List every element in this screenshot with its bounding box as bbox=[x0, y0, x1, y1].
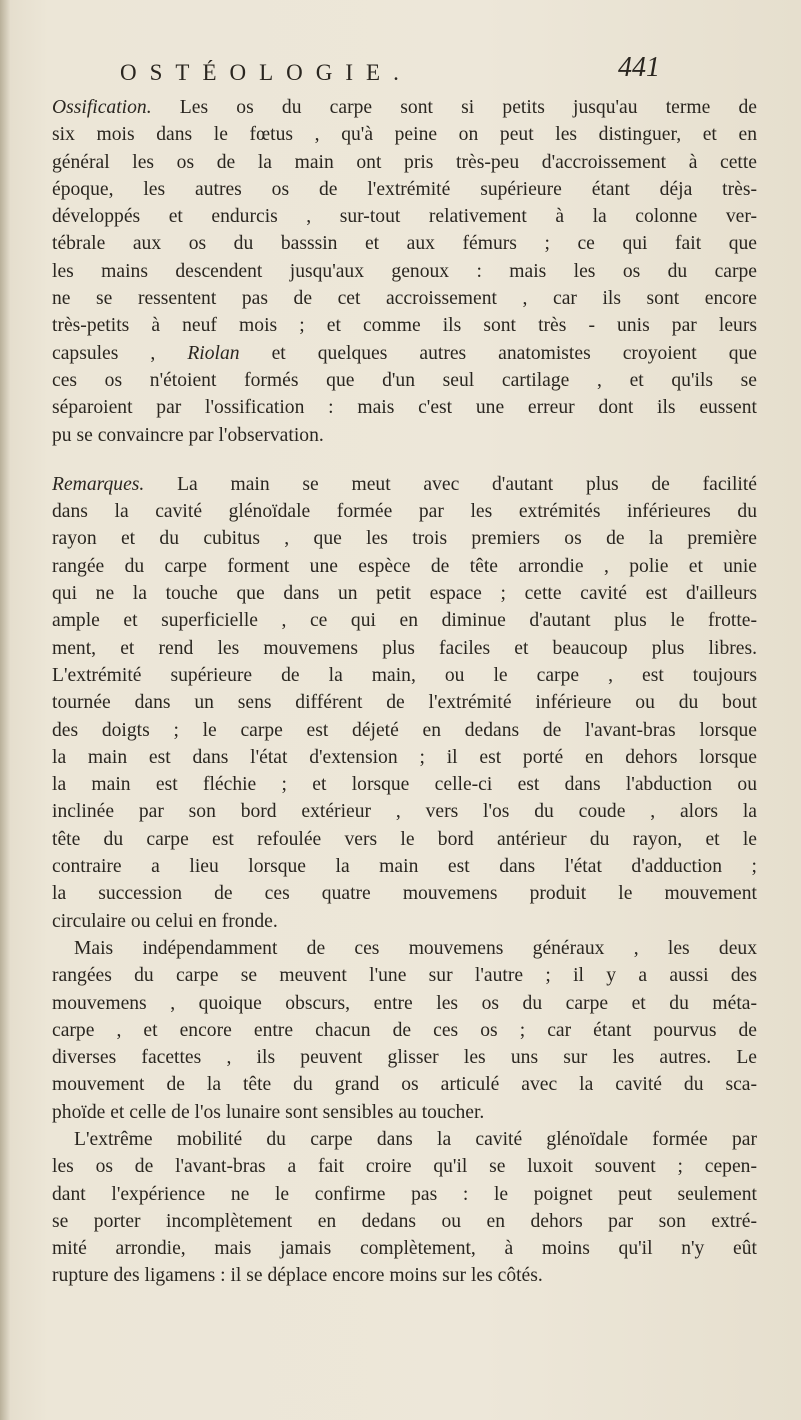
text-line: les mains descendent jusqu'aux genoux : mais les os du carpe bbox=[52, 260, 757, 282]
text-line: tête du carpe est refoulée vers le bord antérieur du rayon, et le bbox=[52, 828, 757, 850]
text-span: Les os du carpe sont si petits jusqu'au terme de bbox=[151, 97, 757, 118]
paragraph-gap bbox=[52, 449, 757, 471]
paragraph-remarques bbox=[52, 471, 757, 935]
text-line: des doigts ; le carpe est déjeté en dedans de l'avant-bras lorsque bbox=[52, 719, 757, 741]
text-line: rupture des ligamens : il se déplace encore moins sur les côtés. bbox=[52, 1265, 543, 1287]
text-line: tournée dans un sens différent de l'extrémité inférieure ou du bout bbox=[52, 692, 757, 714]
text-line bbox=[52, 340, 757, 367]
text-line: ces os n'étoient formés que d'un seul cartilage , et qu'ils se bbox=[52, 369, 757, 391]
page-header bbox=[120, 52, 660, 92]
text-line: mouvement de la tête du grand os articulé avec la cavité du sca- bbox=[52, 1074, 757, 1096]
text-line: phoïde et celle de l'os lunaire sont sensibles au toucher. bbox=[52, 1101, 485, 1123]
text-line: séparoient par l'ossification : mais c'est une erreur dont ils eussent bbox=[52, 397, 757, 419]
text-line: se porter incomplètement en dedans ou en dehors par son extré- bbox=[52, 1210, 757, 1232]
text-line: ample et superficielle , ce qui en diminue d'autant plus le frotte- bbox=[52, 610, 757, 632]
text-line: L'extrême mobilité du carpe dans la cavité glénoïdale formée par bbox=[74, 1128, 757, 1150]
text-line: inclinée par son bord extérieur , vers l'os du coude , alors la bbox=[52, 801, 757, 823]
text-line: la main est fléchie ; et lorsque celle-ci est dans l'abduction ou bbox=[52, 774, 757, 796]
text-line: diverses facettes , ils peuvent glisser les uns sur les autres. Le bbox=[52, 1047, 757, 1069]
text-line: rangée du carpe forment une espèce de tête arrondie , polie et unie bbox=[52, 555, 757, 577]
text-line: pu se convaincre par l'observation. bbox=[52, 424, 324, 446]
paragraph-mouvemens bbox=[52, 935, 757, 1126]
text-line: Mais indépendamment de ces mouvemens généraux , les deux bbox=[74, 937, 757, 959]
text-line: développés et endurcis , sur-tout relativement à la colonne ver- bbox=[52, 206, 757, 228]
paragraph-ossification bbox=[52, 94, 757, 449]
running-title: OSTÉOLOGIE. bbox=[120, 60, 412, 85]
text-line: contraire a lieu lorsque la main est dans l'état d'adduction ; bbox=[52, 856, 757, 878]
text-line bbox=[52, 94, 757, 121]
text-span: et quelques autres anatomistes croyoient que bbox=[239, 342, 757, 364]
text-line: la succession de ces quatre mouvemens produit le mouvement bbox=[52, 883, 757, 905]
text-line: qui ne la touche que dans un petit espace ; cette cavité est d'ailleurs bbox=[52, 583, 757, 605]
text-line: rayon et du cubitus , que les trois premiers os de la première bbox=[52, 528, 757, 550]
text-line: tébrale aux os du basssin et aux fémurs ; ce qui fait que bbox=[52, 233, 757, 255]
text-line: dant l'expérience ne le confirme pas : le poignet peut seulement bbox=[52, 1183, 757, 1205]
text-line: mité arrondie, mais jamais complètement, à moins qu'il n'y eût bbox=[52, 1238, 757, 1260]
text-line: la main est dans l'état d'extension ; il est porté en dehors lorsque bbox=[52, 746, 757, 768]
text-line: ment, et rend les mouvemens plus faciles et beaucoup plus libres. bbox=[52, 637, 757, 659]
text-line: très-petits à neuf mois ; et comme ils sont très - unis par leurs bbox=[52, 315, 757, 337]
text-span: La main se meut avec d'autant plus de facilité bbox=[144, 473, 757, 495]
text-line: mouvemens , quoique obscurs, entre les os du carpe et du méta- bbox=[52, 992, 757, 1014]
text-line bbox=[52, 471, 757, 498]
text-span: capsules , bbox=[52, 342, 188, 364]
text-line: L'extrémité supérieure de la main, ou le carpe , est toujours bbox=[52, 664, 757, 686]
page-number: 441 bbox=[618, 52, 660, 83]
text-line: les os de l'avant-bras a fait croire qu'il se luxoit souvent ; cepen- bbox=[52, 1156, 757, 1178]
text-line: ne se ressentent pas de cet accroissement , car ils sont encore bbox=[52, 288, 757, 310]
page-edge-shadow bbox=[0, 0, 10, 1420]
author-name: Riolan bbox=[187, 342, 240, 364]
paragraph-lead: Remarques. bbox=[52, 473, 145, 495]
text-line: général les os de la main ont pris très-peu d'accroissement à cette bbox=[52, 151, 757, 173]
text-line: dans la cavité glénoïdale formée par les extrémités inférieures du bbox=[52, 501, 757, 523]
paragraph-lead: Ossification. bbox=[52, 97, 152, 118]
text-line: carpe , et encore entre chacun de ces os ; car étant pourvus de bbox=[52, 1019, 757, 1041]
text-line: rangées du carpe se meuvent l'une sur l'autre ; il y a aussi des bbox=[52, 965, 757, 987]
body-text bbox=[52, 94, 757, 1290]
text-line: six mois dans le fœtus , qu'à peine on peut les distinguer, et en bbox=[52, 124, 757, 146]
paragraph-mobilite bbox=[52, 1126, 757, 1290]
text-line: époque, les autres os de l'extrémité supérieure étant déja très- bbox=[52, 178, 757, 200]
text-line: circulaire ou celui en fronde. bbox=[52, 910, 278, 932]
